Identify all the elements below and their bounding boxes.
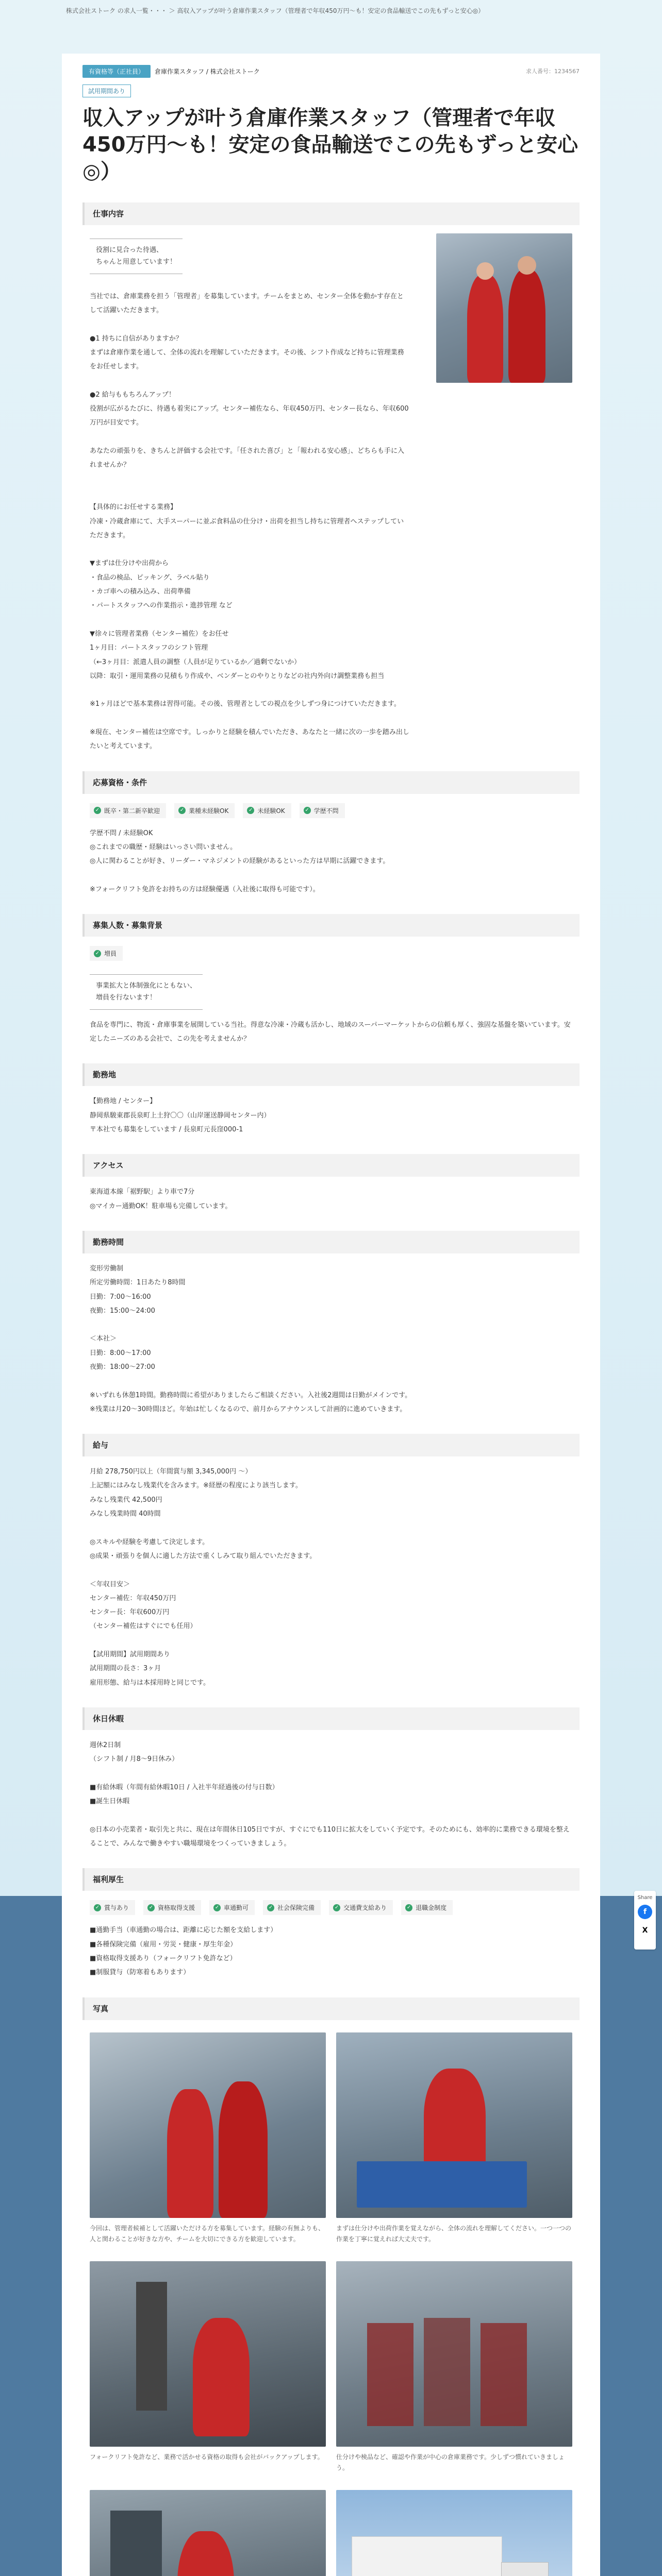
tag-item: ✓ 学歴不問 <box>300 803 345 818</box>
speech-bubble: 役割に見合った待遇、 ちゃんと用意しています！ <box>90 239 183 274</box>
breadcrumb[interactable]: 株式会社ストーク の求人一覧・・・ ＞ 高収入アップが叶う倉庫作業スタッフ（管理者で年収450万円〜も！安定の食品輸送でこの先もずっと安心◎） <box>66 7 485 14</box>
tag-item: ✓ 業種未経験OK <box>174 803 235 818</box>
company-name[interactable]: 倉庫作業スタッフ / 株式会社ストーク <box>155 67 260 75</box>
tag-item: ✓ 増員 <box>90 946 123 961</box>
section-heading-holidays: 休日休暇 <box>82 1707 580 1730</box>
access-text: 東海道本線「裾野駅」より車で7分 ◎マイカー通勤OK！駐車場も完備しています。 <box>90 1188 232 1210</box>
category-badge: 有資格等（正社員） <box>82 65 151 78</box>
check-icon: ✓ <box>94 950 101 957</box>
section-heading-recruit: 募集人数・募集背景 <box>82 914 580 937</box>
share-label: Share <box>637 1895 653 1901</box>
share-panel <box>634 1891 656 1950</box>
warehouse-staff-photo <box>90 2032 326 2218</box>
section-heading-hours: 勤務時間 <box>82 1231 580 1253</box>
benefits-text: ■通勤手当（車通勤の場合は、距離に応じた額を支給します） ■各種保険完備（雇用・労災・健康・厚生年金） ■資格取得支援あり（フォークリフト免許など） ■制服貸与（防寒着もあります） <box>90 1926 277 1977</box>
trial-badge: 試用期間あり <box>82 84 131 97</box>
photo-item <box>90 2490 326 2576</box>
section-heading-benefits: 福利厚生 <box>82 1868 580 1891</box>
photo-item <box>336 2261 572 2475</box>
tag-item: ✓ 未経験OK <box>243 803 291 818</box>
tag-item: ✓ 既卒・第二新卒歓迎 <box>90 803 166 818</box>
photo-caption: 仕分けや検品など、確認や作業が中心の倉庫業務です。少しずつ慣れていきましょう。 <box>336 2453 565 2472</box>
check-icon: ✓ <box>147 1904 155 1911</box>
tag-item: ✓ 退職金制度 <box>401 1900 453 1915</box>
check-icon: ✓ <box>94 807 101 814</box>
photo-caption: まずは仕分けや出荷作業を覚えながら、全体の流れを理解してください。一つ一つの作業を丁寧に覚えれば大丈夫です。 <box>336 2224 572 2243</box>
section-heading-work: 仕事内容 <box>82 202 580 225</box>
forklift-photo <box>90 2261 326 2447</box>
salary-text: 月給 278,750円以上（年間賞与額 3,345,000円 〜） 上記額にはみなし残業代を含みます。※経歴の程度により該当します。 みなし残業代 42,500円 みなし残業時間 40時間 ◎スキルや経験を考慮して決定します。 ◎成果・頑張りを個人に適した方法で重くしみて取り組んでいただきます。 ＜年収目安＞ センター補佐：年収450万円 センター長：年収600万円 （センター補佐はすぐにでも任用） 【試用期間】試用期間あり 試用期間の長さ：3ヶ月 雇用形態、給与は本採用時と同じです。 <box>90 1468 317 1687</box>
hours-text: 変形労働制 所定労働時間：1日あたり8時間 日勤：7:00〜16:00 夜勤：15:00〜24:00 ＜本社＞ 日勤：8:00〜17:00 夜勤：18:00〜27:00 ※いずれも休憩1時間。勤務時間に希望がありましたらご相談ください。入社後2週間は日勤がメインです。 ※残業は月20〜30時間ほど。年始は忙しくなるので、前月からアナウンスして計画的に進めていきます。 <box>90 1264 412 1413</box>
check-icon: ✓ <box>247 807 254 814</box>
tag-item: ✓ 社会保険完備 <box>263 1900 321 1915</box>
picking-photo <box>90 2490 326 2576</box>
tag-item: ✓ 資格取得支援 <box>143 1900 201 1915</box>
recruit-text: 食品を専門に、物流・倉庫事業を展開している当社。得意な冷凍・冷蔵も活かし、地域のスーパーマーケットからの信頼も厚く、強固な基盤を築いています。安定したニーズのある会社で、この先を考えませんか？ <box>90 1021 571 1043</box>
photo-gallery <box>82 2020 580 2576</box>
check-icon: ✓ <box>405 1904 412 1911</box>
page-title: 収入アップが叶う倉庫作業スタッフ（管理者で年収450万円〜も！安定の食品輸送でこの先もずっと安心◎） <box>82 106 578 183</box>
job-id: 求人番号：1234567 <box>526 68 580 75</box>
section-heading-access: アクセス <box>82 1154 580 1177</box>
photo-item <box>336 2490 572 2576</box>
photo-caption: 今回は、管理者候補として活躍いただける方を募集しています。経験の有無よりも、人と関わることが好きな方や、チームを大切にできる方を歓迎しています。 <box>90 2224 325 2243</box>
holidays-text: 週休2日制 （シフト制 / 月8〜9日休み） ■有給休暇（年間有給休暇10日 / 入社半年経過後の付与日数） ■誕生日休暇 ◎日本の小売業者・取引先と共に、現在は年間休日105日ですが、すぐにでも110日に拡大をしていく予定です。そのためにも、効率的に業務できる環境を整えることで、みんなで働きやすい職場環境をつくっていきましょう。 <box>90 1741 570 1848</box>
check-icon: ✓ <box>213 1904 221 1911</box>
work-description: 当社では、倉庫業務を担う「管理者」を募集しています。チームをまとめ、センター全体を動かす存在として活躍いただきます。 ●1 持ちに自信がありますか？ まずは倉庫作業を通して、全体の流れを理解していただきます。その後、シフト作成など持ちに管理業務をお任せします。 ●2 給与ももちろんアップ！ 役割が広がるたびに、待遇も着実にアップ。センター補佐なら、年収450万円、センター長なら、年収600万円が目安です。 あなたの頑張りを、きちんと評価する会社です。「任された喜び」と「報われる安心感」、どちらも手に入れませんか？ 【具体的にお任せする業務】 冷凍・冷蔵倉庫にて、大手スーパーに並ぶ食料品の仕分け・出荷を担当し持ちに管理者へステップしていただきます。 ▼まずは仕分けや出荷から ・食品の検品、ピッキング、ラベル貼り ・カゴ車への積み込み、出荷準備 ・パートスタッフへの作業指示・進捗管理 など ▼徐々に管理者業務（センター補佐）をお任せ 1ヶ月目：パートスタッフのシフト管理 （←3ヶ月目：派遣人員の調整（人員が足りているか／過剰でないか） 以降：取引・運用業務の見積もり作成や、ベンダーとのやりとりなどの社内外向け調整業務も担当 ※1ヶ月ほどで基本業務は習得可能。その後、管理者としての視点を少しずつ身につけていただきます。 ※現在、センター補佐は空席です。しっかりと経験を積んでいただき、あなたと一緒に次の一歩を踏み出したいと考えています。 <box>90 292 409 751</box>
photo-item <box>90 2261 326 2475</box>
requirements-text: 学歴不問 / 未経験OK ◎これまでの職歴・経験はいっさい問いません。 ◎人に関わることが好き、リーダー・マネジメントの経験があるといった方は早期に活躍できます。 ※フォークリフト免許をお持ちの方は経験優遇（入社後に取得も可能です）。 <box>90 829 390 893</box>
requirement-tags <box>82 794 580 818</box>
speech-bubble: 事業拡大と体制強化にともない、 増員を行ないます！ <box>90 974 203 1010</box>
sorting-photo <box>336 2032 572 2218</box>
section-heading-requirements: 応募資格・条件 <box>82 771 580 794</box>
facebook-icon[interactable]: f <box>638 1905 652 1919</box>
photo-item <box>90 2032 326 2246</box>
tag-item: ✓ 車通勤可 <box>209 1900 255 1915</box>
carts-photo <box>336 2261 572 2447</box>
photo-caption: フォークリフト免許など、業務で活かせる資格の取得も会社がバックアップします。 <box>90 2453 324 2461</box>
benefit-tags <box>82 1891 580 1915</box>
truck-photo <box>336 2490 572 2576</box>
job-detail-card <box>62 54 600 2576</box>
check-icon: ✓ <box>94 1904 101 1911</box>
x-icon[interactable]: X <box>638 1923 652 1938</box>
check-icon: ✓ <box>178 807 186 814</box>
check-icon: ✓ <box>304 807 311 814</box>
check-icon: ✓ <box>333 1904 340 1911</box>
tag-item: ✓ 交通費支給あり <box>329 1900 393 1915</box>
photo-item <box>336 2032 572 2246</box>
location-text: 【勤務地 / センター】 静岡県駿東郡長泉町上土狩〇〇（山岸運送静岡センター内） 〒本社でも募集をしています / 長泉町元長窪000-1 <box>90 1097 271 1134</box>
staff-photo <box>436 233 572 383</box>
check-icon: ✓ <box>267 1904 274 1911</box>
section-heading-salary: 給与 <box>82 1434 580 1456</box>
section-heading-location: 勤務地 <box>82 1063 580 1086</box>
section-heading-photos: 写真 <box>82 1997 580 2020</box>
tag-item: ✓ 賞与あり <box>90 1900 135 1915</box>
